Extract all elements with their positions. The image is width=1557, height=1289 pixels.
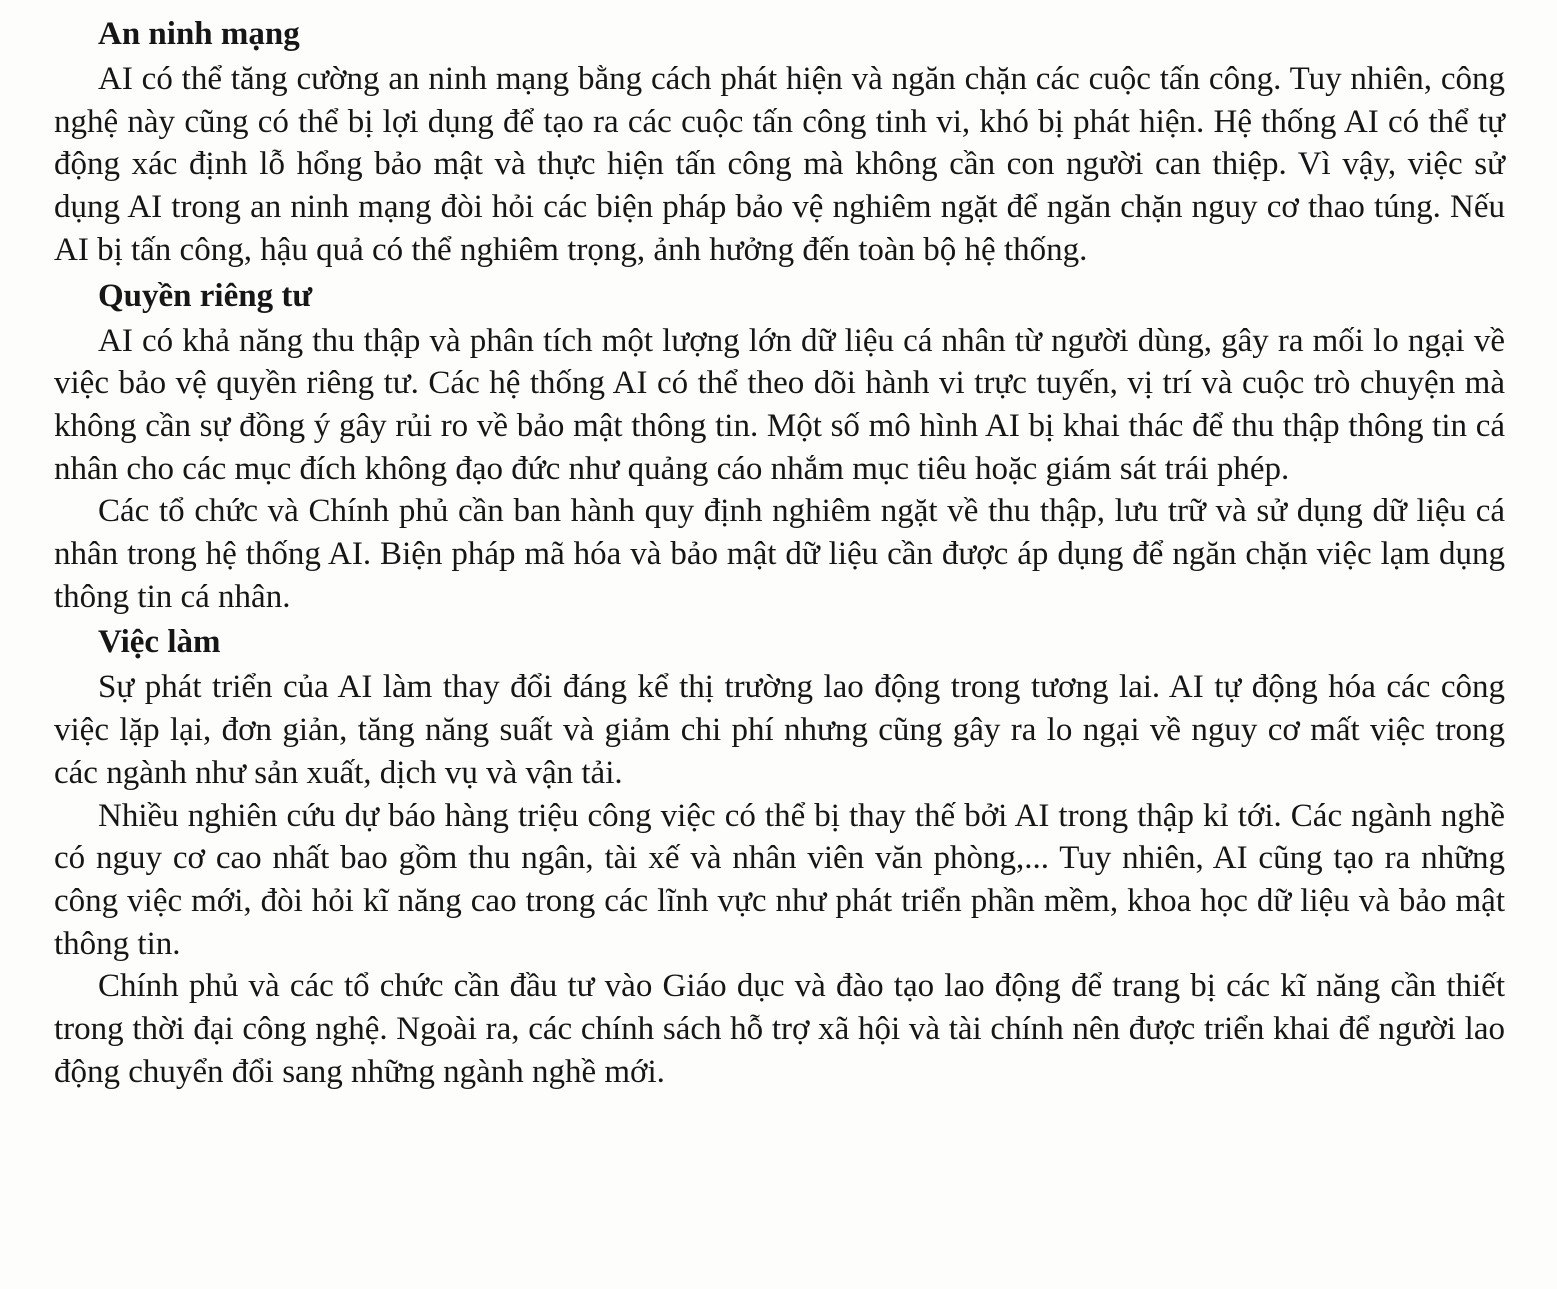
paragraph: Chính phủ và các tổ chức cần đầu tư vào Giáo dục và đào tạo lao động để trang bị các kĩ năng cần thiết trong thời đại công nghệ. Ngoài ra, các chính sách hỗ trợ xã hội và tài chính nên được triển khai để người lao động chuyển đổi sang những ngành nghề mới. xyxy=(54,968,1505,1090)
paragraph: Các tổ chức và Chính phủ cần ban hành quy định nghiêm ngặt về thu thập, lưu trữ và sử dụng dữ liệu cá nhân trong hệ thống AI. Biện pháp mã hóa và bảo mật dữ liệu cần được áp dụng để ngăn chặn việc lạm dụng thông tin cá nhân. xyxy=(54,493,1505,615)
section-privacy xyxy=(54,272,1505,619)
section-heading: Việc làm xyxy=(98,624,221,661)
section-heading: An ninh mạng xyxy=(98,16,300,52)
paragraph: Nhiều nghiên cứu dự báo hàng triệu công việc có thể bị thay thế bởi AI trong thập kỉ tới. Các ngành nghề có nguy cơ cao nhất bao gồm thu ngân, tài xế và nhân viên văn phòng,... Tuy nhiên, AI cũng tạo ra những công việc mới, đòi hỏi kĩ năng cao trong các lĩnh vực như phát triển phần mềm, khoa học dữ liệu và bảo mật thông tin. xyxy=(54,797,1505,962)
paragraph: AI có khả năng thu thập và phân tích một lượng lớn dữ liệu cá nhân từ người dùng, gây ra mối lo ngại về việc bảo vệ quyền riêng tư. Các hệ thống AI có thể theo dõi hành vi trực tuyến, vị trí và cuộc trò chuyện mà không cần sự đồng ý gây rủi ro về bảo mật thông tin. Một số mô hình AI bị khai thác để thu thập thông tin cá nhân cho các mục đích không đạo đức như quảng cáo nhắm mục tiêu hoặc giám sát trái phép. xyxy=(54,322,1505,487)
section-cybersecurity xyxy=(54,10,1505,272)
section-employment xyxy=(54,618,1505,1093)
paragraph: Sự phát triển của AI làm thay đổi đáng kể thị trường lao động trong tương lai. AI tự động hóa các công việc lặp lại, đơn giản, tăng năng suất và giảm chi phí nhưng cũng gây ra lo ngại về nguy cơ mất việc trong các ngành như sản xuất, dịch vụ và vận tải. xyxy=(54,669,1505,791)
section-heading: Quyền riêng tư xyxy=(98,277,313,314)
paragraph: AI có thể tăng cường an ninh mạng bằng cách phát hiện và ngăn chặn các cuộc tấn công. Tuy nhiên, công nghệ này cũng có thể bị lợi dụng để tạo ra các cuộc tấn công tinh vi, khó bị phát hiện. Hệ thống AI có thể tự động xác định lỗ hổng bảo mật và thực hiện tấn công mà không cần con người can thiệp. Vì vậy, việc sử dụng AI trong an ninh mạng đòi hỏi các biện pháp bảo vệ nghiêm ngặt để ngăn chặn nguy cơ thao túng. Nếu AI bị tấn công, hậu quả có thể nghiêm trọng, ảnh hưởng đến toàn bộ hệ thống. xyxy=(54,61,1505,268)
